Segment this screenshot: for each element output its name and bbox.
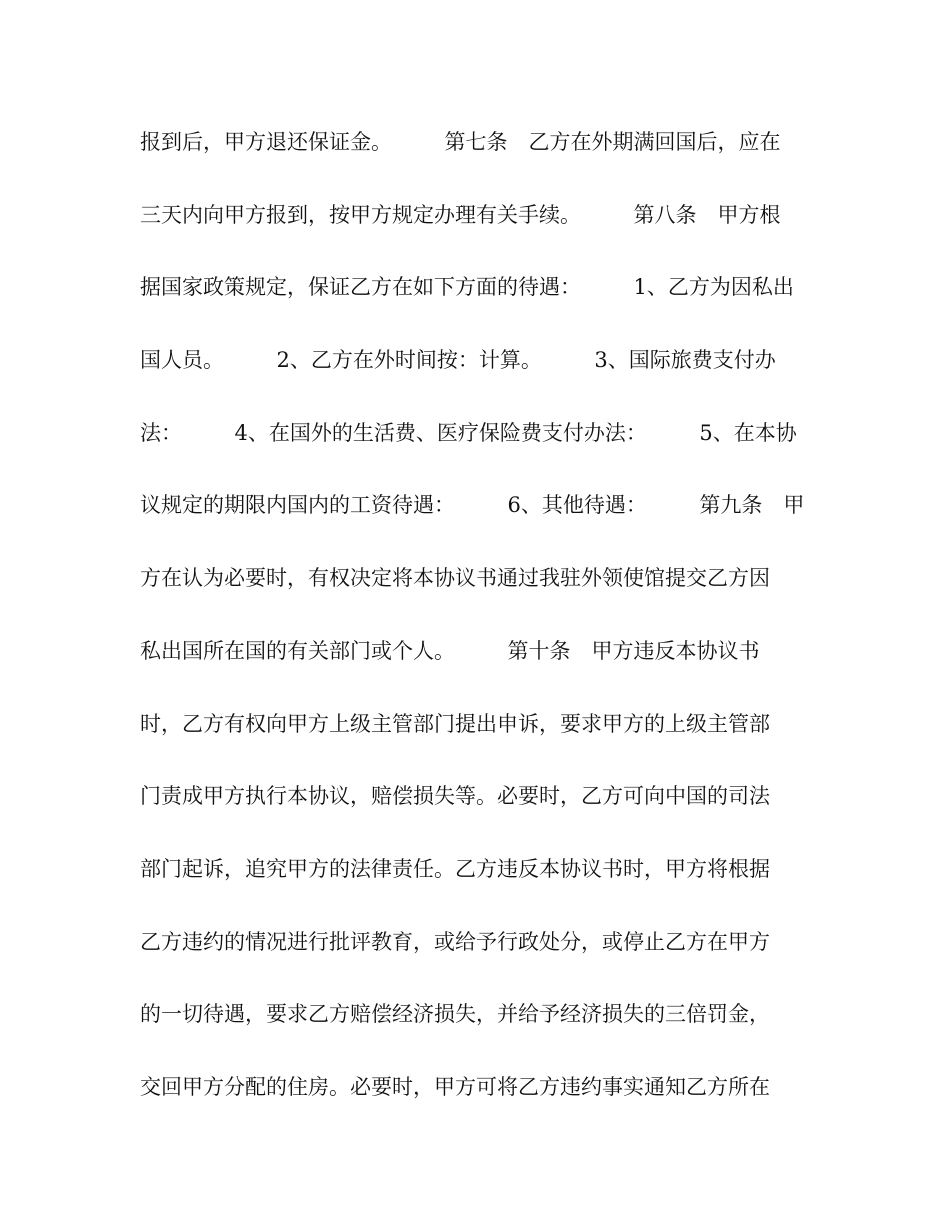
text-line: 私出国所在国的有关部门或个人。 第十条 甲方违反本协议书	[140, 638, 760, 663]
text-line: 报到后，甲方退还保证金。 第七条 乙方在外期满回国后，应在	[140, 130, 781, 154]
text-line: 国人员。 2、乙方在外时间按：计算。 3、国际旅费支付办	[140, 348, 776, 373]
text-line: 门责成甲方执行本协议，赔偿损失等。必要时，乙方可向中国的司法	[140, 784, 770, 809]
text-line: 的一切待遇，要求乙方赔偿经济损失，并给予经济损失的三倍罚金，	[140, 1002, 770, 1027]
text-line: 时，乙方有权向甲方上级主管部门提出申诉，要求甲方的上级主管部	[140, 711, 770, 736]
text-line: 法： 4、在国外的生活费、医疗保险费支付办法： 5、在本协	[140, 420, 797, 445]
text-line: 部门起诉，追究甲方的法律责任。乙方违反本协议书时，甲方将根据	[140, 856, 770, 881]
text-line: 交回甲方分配的住房。必要时，甲方可将乙方违约事实通知乙方所在	[140, 1074, 770, 1099]
text-line: 议规定的期限内国内的工资待遇： 6、其他待遇： 第九条 甲	[140, 493, 805, 518]
text-line: 乙方违约的情况进行批评教育，或给予行政处分，或停止乙方在甲方	[140, 929, 770, 954]
agreement-body-text	[140, 121, 820, 1139]
text-line: 据国家政策规定，保证乙方在如下方面的待遇： 1、乙方为因私出	[140, 275, 794, 300]
text-line: 三天内向甲方报到，按甲方规定办理有关手续。 第八条 甲方根	[140, 202, 781, 227]
text-line: 方在认为必要时，有权决定将本协议书通过我驻外领使馆提交乙方因	[140, 566, 770, 591]
